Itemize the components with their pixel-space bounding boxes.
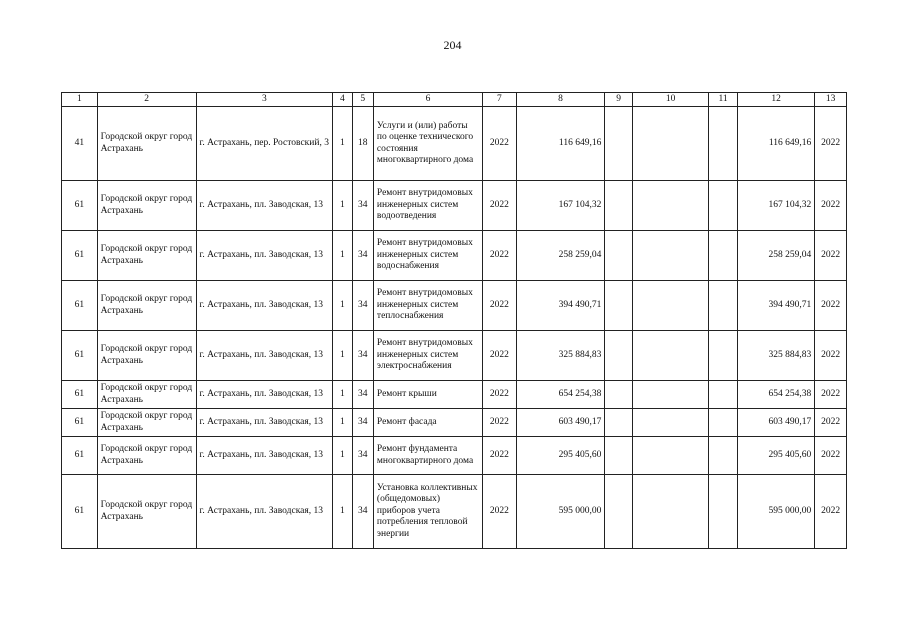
cost-cell: 295 405,60 — [516, 437, 605, 475]
col-5-value-cell: 34 — [352, 331, 373, 381]
col-11-value-cell — [709, 331, 738, 381]
table-row — [62, 437, 847, 475]
col-11-value-cell — [709, 381, 738, 409]
col-header-13: 13 — [815, 93, 847, 107]
address-cell: г. Астрахань, пл. Заводская, 13 — [196, 409, 333, 437]
col-5-value-cell: 34 — [352, 231, 373, 281]
cost-total-cell: 116 649,16 — [737, 107, 814, 181]
completion-year-cell: 2022 — [815, 281, 847, 331]
cost-cell: 325 884,83 — [516, 331, 605, 381]
col-4-value-cell: 1 — [333, 181, 352, 231]
col-10-value-cell — [632, 475, 708, 549]
year-cell: 2022 — [483, 381, 517, 409]
row-number-cell: 61 — [62, 437, 98, 475]
municipality-cell: Городской округ город Астрахань — [97, 231, 196, 281]
work-type-cell: Услуги и (или) работы по оценке технического состояния многоквартирного дома — [373, 107, 482, 181]
completion-year-cell: 2022 — [815, 331, 847, 381]
cost-total-cell: 167 104,32 — [737, 181, 814, 231]
cost-cell: 595 000,00 — [516, 475, 605, 549]
work-type-cell: Установка коллективных (общедомовых) приборов учета потребления тепловой энергии — [373, 475, 482, 549]
work-type-cell: Ремонт внутридомовых инженерных систем электроснабжения — [373, 331, 482, 381]
address-cell: г. Астрахань, пл. Заводская, 13 — [196, 381, 333, 409]
col-5-value-cell: 34 — [352, 437, 373, 475]
col-10-value-cell — [632, 331, 708, 381]
municipality-cell: Городской округ город Астрахань — [97, 381, 196, 409]
col-10-value-cell — [632, 437, 708, 475]
table-row — [62, 281, 847, 331]
address-cell: г. Астрахань, пл. Заводская, 13 — [196, 181, 333, 231]
cost-cell: 654 254,38 — [516, 381, 605, 409]
col-11-value-cell — [709, 107, 738, 181]
table-row — [62, 331, 847, 381]
col-10-value-cell — [632, 107, 708, 181]
work-type-cell: Ремонт фасада — [373, 409, 482, 437]
row-number-cell: 61 — [62, 181, 98, 231]
table-row — [62, 181, 847, 231]
year-cell: 2022 — [483, 437, 517, 475]
col-10-value-cell — [632, 381, 708, 409]
header-row — [62, 93, 847, 107]
row-number-cell: 61 — [62, 409, 98, 437]
work-type-cell: Ремонт внутридомовых инженерных систем водоснабжения — [373, 231, 482, 281]
col-5-value-cell: 34 — [352, 181, 373, 231]
col-10-value-cell — [632, 409, 708, 437]
col-5-value-cell: 34 — [352, 475, 373, 549]
year-cell: 2022 — [483, 181, 517, 231]
year-cell: 2022 — [483, 409, 517, 437]
col-11-value-cell — [709, 475, 738, 549]
year-cell: 2022 — [483, 231, 517, 281]
table-row — [62, 231, 847, 281]
col-header-10: 10 — [632, 93, 708, 107]
col-4-value-cell: 1 — [333, 231, 352, 281]
col-10-value-cell — [632, 281, 708, 331]
col-9-value-cell — [605, 331, 633, 381]
municipality-cell: Городской округ город Астрахань — [97, 281, 196, 331]
cost-cell: 116 649,16 — [516, 107, 605, 181]
col-4-value-cell: 1 — [333, 437, 352, 475]
table-row — [62, 409, 847, 437]
completion-year-cell: 2022 — [815, 437, 847, 475]
col-header-9: 9 — [605, 93, 633, 107]
col-header-1: 1 — [62, 93, 98, 107]
col-5-value-cell: 34 — [352, 381, 373, 409]
cost-total-cell: 295 405,60 — [737, 437, 814, 475]
col-9-value-cell — [605, 281, 633, 331]
page-number: 204 — [443, 38, 462, 52]
completion-year-cell: 2022 — [815, 475, 847, 549]
work-type-cell: Ремонт крыши — [373, 381, 482, 409]
year-cell: 2022 — [483, 281, 517, 331]
col-10-value-cell — [632, 181, 708, 231]
col-11-value-cell — [709, 409, 738, 437]
completion-year-cell: 2022 — [815, 381, 847, 409]
work-type-cell: Ремонт внутридомовых инженерных систем водоотведения — [373, 181, 482, 231]
cost-cell: 167 104,32 — [516, 181, 605, 231]
cost-cell: 394 490,71 — [516, 281, 605, 331]
col-header-8: 8 — [516, 93, 605, 107]
table-row — [62, 107, 847, 181]
col-4-value-cell: 1 — [333, 381, 352, 409]
row-number-cell: 61 — [62, 381, 98, 409]
row-number-cell: 61 — [62, 231, 98, 281]
cost-cell: 603 490,17 — [516, 409, 605, 437]
municipality-cell: Городской округ город Астрахань — [97, 107, 196, 181]
cost-total-cell: 603 490,17 — [737, 409, 814, 437]
work-type-cell: Ремонт фундамента многоквартирного дома — [373, 437, 482, 475]
col-header-2: 2 — [97, 93, 196, 107]
municipality-cell: Городской округ город Астрахань — [97, 181, 196, 231]
col-10-value-cell — [632, 231, 708, 281]
completion-year-cell: 2022 — [815, 409, 847, 437]
col-11-value-cell — [709, 181, 738, 231]
address-cell: г. Астрахань, пл. Заводская, 13 — [196, 231, 333, 281]
col-9-value-cell — [605, 475, 633, 549]
municipality-cell: Городской округ город Астрахань — [97, 475, 196, 549]
col-5-value-cell: 34 — [352, 409, 373, 437]
cost-total-cell: 325 884,83 — [737, 331, 814, 381]
col-header-4: 4 — [333, 93, 352, 107]
col-11-value-cell — [709, 281, 738, 331]
municipality-cell: Городской округ город Астрахань — [97, 437, 196, 475]
completion-year-cell: 2022 — [815, 231, 847, 281]
row-number-cell: 61 — [62, 475, 98, 549]
col-9-value-cell — [605, 181, 633, 231]
address-cell: г. Астрахань, пл. Заводская, 13 — [196, 437, 333, 475]
municipality-cell: Городской округ город Астрахань — [97, 409, 196, 437]
col-header-12: 12 — [737, 93, 814, 107]
row-number-cell: 41 — [62, 107, 98, 181]
col-header-11: 11 — [709, 93, 738, 107]
col-11-value-cell — [709, 437, 738, 475]
col-5-value-cell: 34 — [352, 281, 373, 331]
address-cell: г. Астрахань, пл. Заводская, 13 — [196, 475, 333, 549]
year-cell: 2022 — [483, 475, 517, 549]
row-number-cell: 61 — [62, 281, 98, 331]
municipality-cell: Городской округ город Астрахань — [97, 331, 196, 381]
cost-cell: 258 259,04 — [516, 231, 605, 281]
col-9-value-cell — [605, 107, 633, 181]
col-header-7: 7 — [483, 93, 517, 107]
col-9-value-cell — [605, 231, 633, 281]
col-header-6: 6 — [373, 93, 482, 107]
col-4-value-cell: 1 — [333, 409, 352, 437]
program-table — [61, 92, 847, 549]
address-cell: г. Астрахань, пер. Ростовский, 3 — [196, 107, 333, 181]
cost-total-cell: 654 254,38 — [737, 381, 814, 409]
address-cell: г. Астрахань, пл. Заводская, 13 — [196, 281, 333, 331]
col-4-value-cell: 1 — [333, 281, 352, 331]
completion-year-cell: 2022 — [815, 107, 847, 181]
work-type-cell: Ремонт внутридомовых инженерных систем теплоснабжения — [373, 281, 482, 331]
col-9-value-cell — [605, 437, 633, 475]
year-cell: 2022 — [483, 107, 517, 181]
cost-total-cell: 595 000,00 — [737, 475, 814, 549]
col-5-value-cell: 18 — [352, 107, 373, 181]
col-9-value-cell — [605, 409, 633, 437]
cost-total-cell: 258 259,04 — [737, 231, 814, 281]
completion-year-cell: 2022 — [815, 181, 847, 231]
year-cell: 2022 — [483, 331, 517, 381]
cost-total-cell: 394 490,71 — [737, 281, 814, 331]
address-cell: г. Астрахань, пл. Заводская, 13 — [196, 331, 333, 381]
table-body — [62, 107, 847, 549]
col-header-3: 3 — [196, 93, 333, 107]
col-4-value-cell: 1 — [333, 107, 352, 181]
col-4-value-cell: 1 — [333, 331, 352, 381]
col-11-value-cell — [709, 231, 738, 281]
col-9-value-cell — [605, 381, 633, 409]
table-row — [62, 381, 847, 409]
table-row — [62, 475, 847, 549]
col-header-5: 5 — [352, 93, 373, 107]
col-4-value-cell: 1 — [333, 475, 352, 549]
row-number-cell: 61 — [62, 331, 98, 381]
